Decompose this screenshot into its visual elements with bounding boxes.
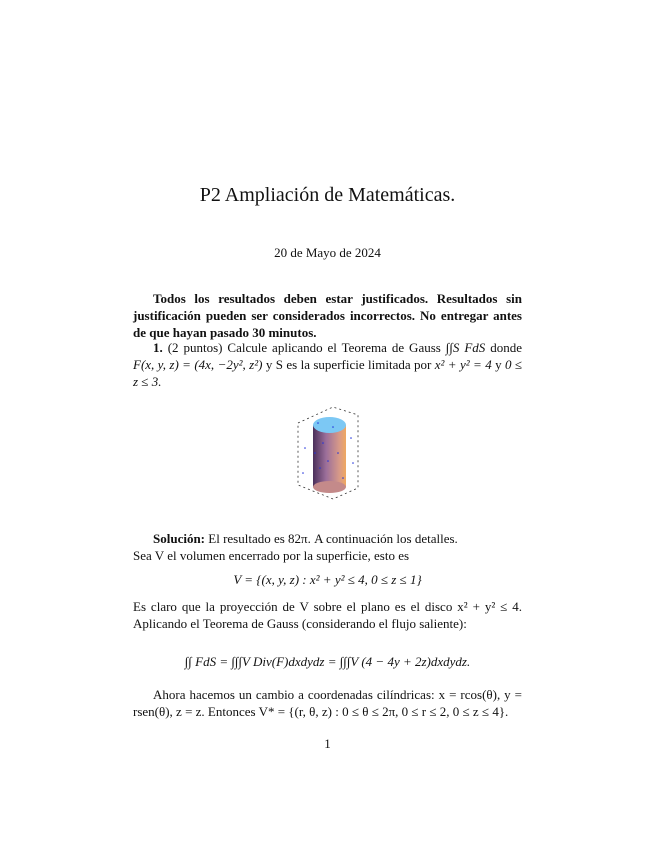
solution-intro bbox=[133, 530, 522, 564]
page-number: 1 bbox=[324, 736, 331, 751]
volume-set: V = {(x, y, z) : x² + y² ≤ 4, 0 ≤ z ≤ 1} bbox=[233, 572, 422, 587]
volume-set-equation bbox=[133, 571, 522, 588]
problem-text: y S es la superficie limitada por bbox=[265, 357, 432, 372]
cylindrical-coordinates-paragraph: Ahora hacemos un cambio a coordenadas cilíndricas: x = rcos(θ), y = rsen(θ), z = z. Entonces V* = {(r, θ, z) : 0 ≤ θ ≤ 2π, 0 ≤ r ≤ 2, 0 ≤ z ≤ 4}. bbox=[133, 687, 522, 719]
problem-number: 1. bbox=[153, 340, 163, 355]
instructions-notice bbox=[133, 290, 522, 341]
document-date: 20 de Mayo de 2024 bbox=[274, 245, 381, 260]
surface-integral: ∫∫S FdS bbox=[445, 340, 486, 355]
problem-text: donde bbox=[490, 340, 523, 355]
solution-label: Solución: bbox=[153, 531, 206, 546]
gauss-equation bbox=[133, 653, 522, 670]
problem-1 bbox=[133, 339, 522, 390]
problem-statement: (2 puntos) Calcule aplicando el Teorema de Gauss bbox=[167, 340, 441, 355]
problem-text: y bbox=[495, 357, 502, 372]
cylinder-plot-icon bbox=[293, 403, 363, 503]
projection-paragraph: Es claro que la proyección de V sobre el plano es el disco x² + y² ≤ 4. Aplicando el Teorema de Gauss (considerando el flujo saliente): bbox=[133, 599, 522, 631]
notice-text: Todos los resultados deben estar justificados. Resultados sin justificación pueden ser considerados incorrectos. No entregar antes de que hayan pasado 30 minutos. bbox=[133, 291, 522, 340]
document-title: P2 Ampliación de Matemáticas. bbox=[199, 184, 456, 206]
gauss-formula: ∫∫ FdS = ∫∫∫V Div(F)dxdydz = ∫∫∫V (4 − 4y + 2z)dxdydz. bbox=[184, 654, 471, 669]
vector-field: F(x, y, z) = (4x, −2y², z²) bbox=[133, 357, 263, 372]
surface-equation: x² + y² = 4 bbox=[434, 357, 492, 372]
solution-result: El resultado es 82π. A continuación los detalles. bbox=[208, 531, 458, 546]
z-range: 0 ≤ z ≤ 3. bbox=[133, 357, 523, 389]
volume-definition-text: Sea V el volumen encerrado por la superficie, esto es bbox=[133, 548, 410, 563]
